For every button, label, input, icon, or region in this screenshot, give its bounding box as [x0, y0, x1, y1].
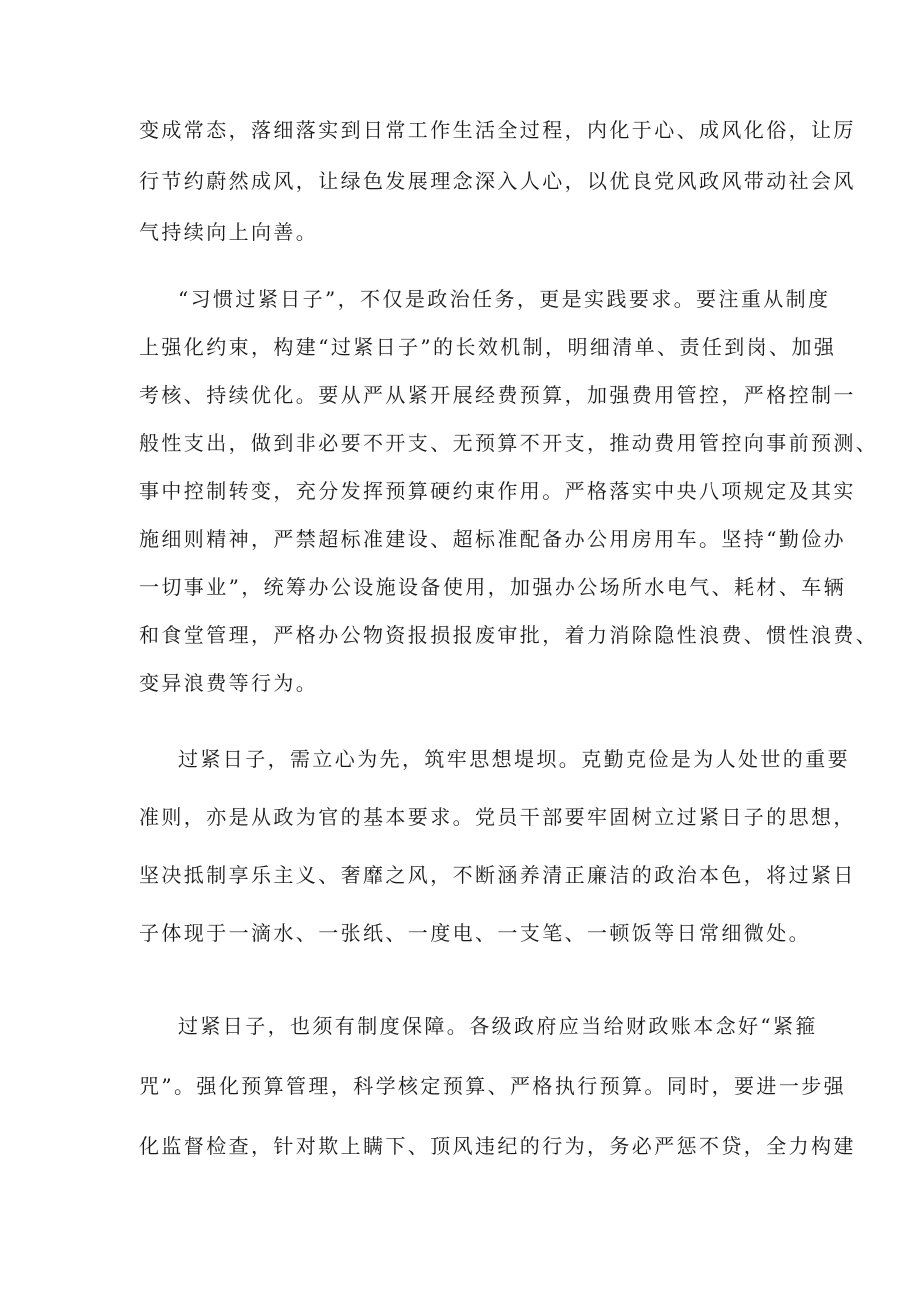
text-line: 一切事业”，统筹办公设施设备使用，加强办公场所水电气、耗材、车辆 [139, 575, 847, 599]
text-line: “习惯过紧日子”，不仅是政治任务，更是实践要求。要注重从制度 [178, 287, 831, 311]
text-line: 和食堂管理，严格办公物资报损报废审批，着力消除隐性浪费、惯性浪费、 [139, 623, 879, 647]
text-line: 气持续向上向善。 [139, 220, 319, 244]
text-line: 准则，亦是从政为官的基本要求。党员干部要牢固树立过紧日子的思想， [139, 805, 856, 829]
text-line: 咒”。强化预算管理，科学核定预算、严格执行预算。同时，要进一步强 [139, 1074, 847, 1098]
text-line: 坚决抵制享乐主义、奢靡之风，不断涵养清正廉洁的政治本色，将过紧日 [139, 863, 856, 887]
text-line: 变异浪费等行为。 [139, 671, 319, 695]
text-line: 过紧日子，也须有制度保障。各级政府应当给财政账本念好“紧箍 [178, 1014, 818, 1038]
text-line: 上强化约束，构建“过紧日子”的长效机制，明细清单、责任到岗、加强 [139, 335, 837, 359]
text-line: 施细则精神，严禁超标准建设、超标准配备办公用房用车。坚持“勤俭办 [139, 527, 847, 551]
text-line: 考核、持续优化。要从严从紧开展经费预算，加强费用管控，严格控制一 [139, 383, 856, 407]
text-line: 子体现于一滴水、一张纸、一度电、一支笔、一顿饭等日常细微处。 [139, 921, 811, 945]
text-line: 般性支出，做到非必要不开支、无预算不开支，推动费用管控向事前预测、 [139, 431, 879, 455]
text-line: 化监督检查，针对欺上瞒下、顶风违纪的行为，务必严惩不贷，全力构建 [139, 1134, 856, 1158]
text-line: 事中控制转变，充分发挥预算硬约束作用。严格落实中央八项规定及其实 [139, 479, 856, 503]
text-line: 过紧日子，需立心为先，筑牢思想堤坝。克勤克俭是为人处世的重要 [178, 747, 850, 771]
text-line: 变成常态，落细落实到日常工作生活全过程，内化于心、成风化俗，让厉 [139, 118, 856, 142]
text-line: 行节约蔚然成风，让绿色发展理念深入人心，以优良党风政风带动社会风 [139, 169, 856, 193]
